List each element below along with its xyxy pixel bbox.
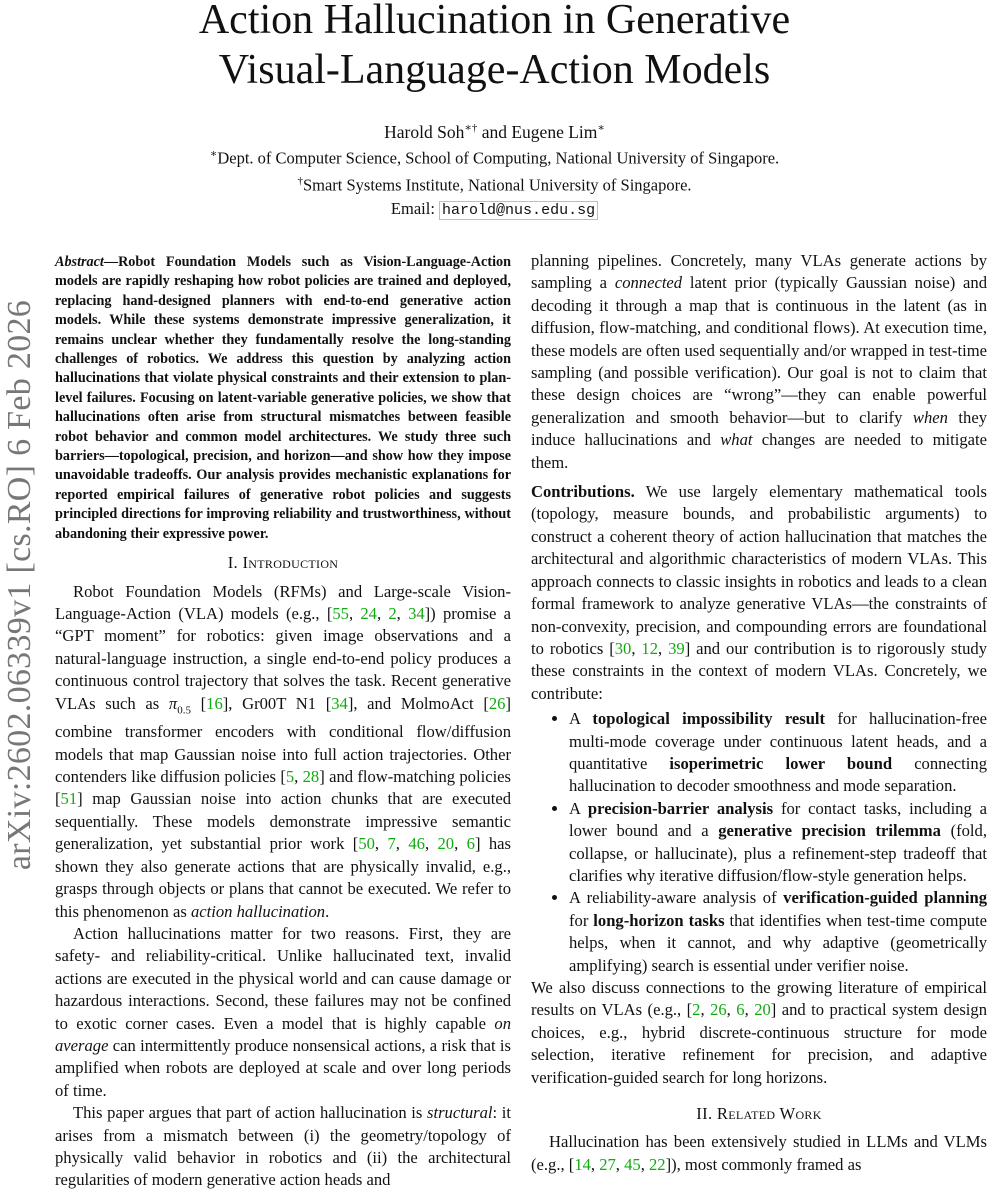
author-line <box>0 117 989 143</box>
text: for contact tasks, including a lower bound and a <box>569 798 987 841</box>
section-heading-related-work <box>531 1103 987 1125</box>
affiliations <box>0 143 989 223</box>
list-item <box>569 887 987 977</box>
section-heading-introduction <box>55 552 511 574</box>
author-mark: ∗† <box>464 122 478 134</box>
affiliation-2 <box>0 170 989 197</box>
citation-link[interactable]: 27 <box>599 1154 616 1174</box>
section-number: II. <box>696 1104 717 1124</box>
list-item <box>569 798 987 888</box>
text: We also discuss connections to the growing literature of empirical results on VLAs (e.g., [ <box>531 978 987 1020</box>
emphasis: when <box>912 407 948 427</box>
text: planning pipelines. Concretely, many VLAs generate actions by sampling a <box>531 251 987 293</box>
text: that identifies when test-time compute helps, when it cannot, and why adaptive (geometrically amplifying) search is essential under verifier noise. <box>569 910 988 975</box>
strong: isoperimetric lower bound <box>669 753 893 773</box>
text: Hallucination has been extensively studied in LLMs and VLMs (e.g., [ <box>531 1132 987 1174</box>
intro-paragraph-2 <box>55 923 511 1102</box>
affiliation-text: Smart Systems Institute, National University of Singapore. <box>302 175 692 195</box>
citation-link[interactable]: 46 <box>408 834 425 854</box>
text: (fold, collapse, or hallucinate), plus a refinement-step tradeoff that clarifies why iterative diffusion/flow-style generation helps. <box>569 821 987 885</box>
citation-link[interactable]: 28 <box>302 767 320 787</box>
strong: verification-guided planning <box>783 888 987 908</box>
related-work-paragraph: Hallucination has been extensively studied in LLMs and VLMs (e.g., [14, 27, 45, 22]), most commonly framed as <box>531 1132 987 1174</box>
title-line-1: Action Hallucination in Generative <box>198 0 791 43</box>
abstract <box>55 253 511 544</box>
text: ] and to practical system design choices, e.g., hybrid discrete-continuous structure for mode selection, iterative refinement for precision, and adaptive verification-guided search for long horizons. <box>531 1000 987 1087</box>
paper-title <box>0 0 989 95</box>
text: ] has shown they also generate actions that are physically invalid, e.g., grasps through objects or plans that cannot be executed. We refer to this phenomenon as <box>55 834 512 921</box>
text: Robot Foundation Models (RFMs) and Large-scale Vision-Language-Action (VLA) models (e.g., [ <box>55 581 511 623</box>
text: This paper argues that part of action hallucination is <box>73 1103 428 1123</box>
strong: precision-barrier analysis <box>587 798 774 818</box>
citation-link[interactable]: 26 <box>710 1000 727 1020</box>
author-name: Harold Soh <box>384 121 465 142</box>
text: We use largely elementary mathematical tools (topology, measure bounds, and probabilistic arguments) to construct a coherent theory of action hallucination that matches the architectural and algorithmic characteristics of modern VLAs. This approach connects to classic insights in robotics and leads to a clean formal framework to analyze generative VLAs—the constraints of non-convexity, precision, and compounding errors are foundational to robotics [ <box>531 482 987 658</box>
citation-link[interactable]: 12 <box>641 638 659 658</box>
author-mark: ∗ <box>597 122 605 134</box>
citation-link[interactable]: 51 <box>60 789 78 809</box>
citation-link[interactable]: 2 <box>692 1000 701 1020</box>
emphasis: what <box>720 430 753 450</box>
citation-link[interactable]: 2 <box>388 603 397 623</box>
section-number: I. <box>227 553 243 573</box>
email-label: Email: <box>390 199 440 218</box>
intro-paragraph-3 <box>55 1102 511 1192</box>
contributions-paragraph: Contributions. We use largely elementary mathematical tools (topology, measure bounds, and probabilistic arguments) to construct a coherent theory of action hallucination that matches the architectural and algorithmic characteristics of modern VLAs. This approach connects to classic insights in robotics and leads to a clean formal framework to analyze generative VLAs—the constraints of non-convexity, precision, and compounding errors are foundational to robotics [30, 12, 39] and our contribution is to rigorously study these constraints in the context of modern VLAs. Concretely, we contribute: <box>531 482 988 703</box>
intro-paragraph-3-continued <box>531 250 987 474</box>
text: ] and our contribution is to rigorously study these constraints in the context of modern VLAs. Concretely, we contribute: <box>531 638 988 703</box>
strong: long-horizon tasks <box>593 910 725 930</box>
abstract-label: Abstract <box>55 254 104 270</box>
text: ], and MolmoAct [ <box>347 693 489 713</box>
citation-link[interactable]: 50 <box>358 834 375 854</box>
text: ] and flow-matching policies [ <box>55 767 512 809</box>
text: ]), most commonly framed as <box>665 1154 862 1174</box>
emphasis: connected <box>614 273 683 293</box>
citation-link[interactable]: 39 <box>668 638 685 658</box>
email-link[interactable]: harold@nus.edu.sg <box>439 201 598 220</box>
text: for hallucination-free multi-mode coverage under continuous latent heads, and a quantitative <box>569 709 987 773</box>
text: ] combine transformer encoders with conditional flow/diffusion models that map Gaussian noise into full action trajectories. Other contenders like diffusion policies [ <box>55 693 511 787</box>
citation-link[interactable]: 55 <box>332 603 349 623</box>
citation-link[interactable]: 45 <box>624 1154 641 1174</box>
text: latent prior (typically Gaussian noise) and decoding it through a map that is continuous in the latent (as in diffusion, flow-matching, and conditional flows). At execution time, these models are often used sequentially and/or wrapped in test-time sampling (and possible verification). Our goal is not to claim that these design choices are “wrong”—they can enable powerful generalization and smooth behavior—but to clarify <box>531 273 987 427</box>
arxiv-sidebar <box>0 255 40 915</box>
title-line-2: Visual-Language-Action Models <box>218 47 771 93</box>
citation-link[interactable]: 7 <box>387 834 396 854</box>
citation-link[interactable]: 22 <box>648 1154 666 1174</box>
math-pi: π <box>168 693 178 713</box>
intro-paragraph-1: Robot Foundation Models (RFMs) and Large-scale Vision-Language-Action (VLA) models (e.g., [55, 24, 2, 34]) promise a “GPT moment” for robotics: given image observations and a natural-language instruction, a single end-to-end policy produces a continuous control trajectory that solves the task. Recent generative VLAs such as $\pi_{0.5}$ [16], Gr00T N1 [34], and MolmoAct [26] combine transformer encoders with conditional flow/diffusion models that map Gaussian noise into full action trajectories. Other contenders like diffusion policies [5, 28] and flow-matching policies [51] map Gaussian noise into action chunks that are executed sequentially. These models demonstrate impressive semantic generalization, yet substantial prior work [50, 7, 46, 20, 6] has shown they also generate actions that are physically invalid, e.g., grasps through objects or plans that cannot be executed. We refer to this phenomenon as action hallucination. <box>55 581 512 921</box>
author-name: Eugene Lim <box>511 121 598 142</box>
affiliation-text: Dept. of Computer Science, School of Computing, National University of Singapore. <box>217 148 780 168</box>
contributions-label: Contributions. <box>531 482 635 502</box>
citation-link[interactable]: 6 <box>466 834 475 854</box>
emphasis: on average <box>55 1013 511 1055</box>
citation-link[interactable]: 30 <box>614 638 632 658</box>
section-title: Related Work <box>716 1104 822 1124</box>
list-item <box>569 708 987 798</box>
citation-link[interactable]: 6 <box>736 1000 745 1020</box>
citation-link[interactable]: 16 <box>206 693 223 713</box>
affiliation-1 <box>0 143 989 170</box>
contributions-list <box>531 708 987 977</box>
strong: topological impossibility result <box>592 709 826 729</box>
affiliation-mark: ∗ <box>209 148 218 160</box>
connections-paragraph: We also discuss connections to the growing literature of empirical results on VLAs (e.g., [2, 26, 6, 20] and to practical system design choices, e.g., hybrid discrete-continuous structure for mode selection, iterative refinement for precision, and adaptive verification-guided search for long horizons. <box>531 978 987 1087</box>
citation-link[interactable]: 26 <box>488 693 506 713</box>
abstract-text: —Robot Foundation Models such as Vision-Language-Action models are rapidly reshaping how robot policies are trained and deployed, replacing hand-designed planners with end-to-end generative action models. While these systems demonstrate impressive generalization, it remains unclear whether they fundamentally resolve the long-standing challenges of robotics. We address this question by analyzing action hallucinations that violate physical constraints and their extension to plan-level failures. Focusing on latent-variable generative policies, we show that hallucinations often arise from structural mismatches between feasible robot behavior and common model architectures. We study three such barriers—topological, precision, and horizon—and show how they impose unavoidable tradeoffs. Our analysis provides mechanistic explanations for reported empirical failures of generative robot policies and suggests principled directions for improving reliability and trustworthiness, without abandoning their expressive power. <box>55 254 511 542</box>
text: can intermittently produce nonsensical actions, a risk that is amplified when robots are deployed at scale and over long periods of time. <box>55 1035 511 1100</box>
text: ], Gr00T N1 [ <box>222 693 332 713</box>
citation-link[interactable]: 14 <box>574 1154 591 1174</box>
author-separator: and <box>477 121 512 142</box>
text: . <box>325 901 330 921</box>
math-subscript: 0.5 <box>177 703 191 716</box>
citation-link[interactable]: 5 <box>285 767 295 787</box>
left-column <box>55 253 511 1192</box>
affiliation-mark: † <box>297 175 303 187</box>
citation-link[interactable]: 34 <box>408 603 425 623</box>
strong: generative precision trilemma <box>718 821 941 841</box>
email-line <box>0 197 989 223</box>
text: ] map Gaussian noise into action chunks that are executed sequentially. These models demonstrate impressive semantic generalization, yet substantial prior work [ <box>55 789 511 854</box>
citation-link[interactable]: 20 <box>754 1000 771 1020</box>
text: connecting hallucination to decoder smoothness and mode separation. <box>569 753 987 796</box>
text: ]) promise a “GPT moment” for robotics: given image observations and a natural-language instruction, a single end-to-end policy produces a continuous control trajectory that solves the task. Recent generative VLAs such as <box>55 603 512 713</box>
text: A <box>569 798 588 818</box>
text: : it arises from a mismatch between (i) the geometry/topology of physically valid behavior in robotics and (ii) the architectural regularities of modern generative action heads and <box>55 1103 511 1190</box>
right-column <box>531 250 987 1176</box>
emphasis: action hallucination <box>190 901 326 921</box>
text: for <box>569 910 594 930</box>
text: A <box>569 709 593 729</box>
text: they induce hallucinations and <box>531 407 987 450</box>
arxiv-identifier: arXiv:2602.06339v1 [cs.RO] 6 Feb 2026 <box>1 299 38 871</box>
citation-link[interactable]: 24 <box>360 603 377 623</box>
text: Action hallucinations matter for two reasons. First, they are safety- and reliability-critical. Unlike hallucinated text, invalid actions are executed in the physical world and can cause damage or hazardous interactions. Second, these failures may not be confined to exotic corner cases. Even a model that is highly capable <box>55 923 511 1033</box>
citation-link[interactable]: 20 <box>437 834 455 854</box>
text: A reliability-aware analysis of <box>569 888 784 908</box>
emphasis: structural <box>427 1103 493 1123</box>
citation-link[interactable]: 34 <box>331 693 348 713</box>
text: changes are needed to mitigate them. <box>531 430 987 472</box>
section-title: Introduction <box>242 553 339 573</box>
